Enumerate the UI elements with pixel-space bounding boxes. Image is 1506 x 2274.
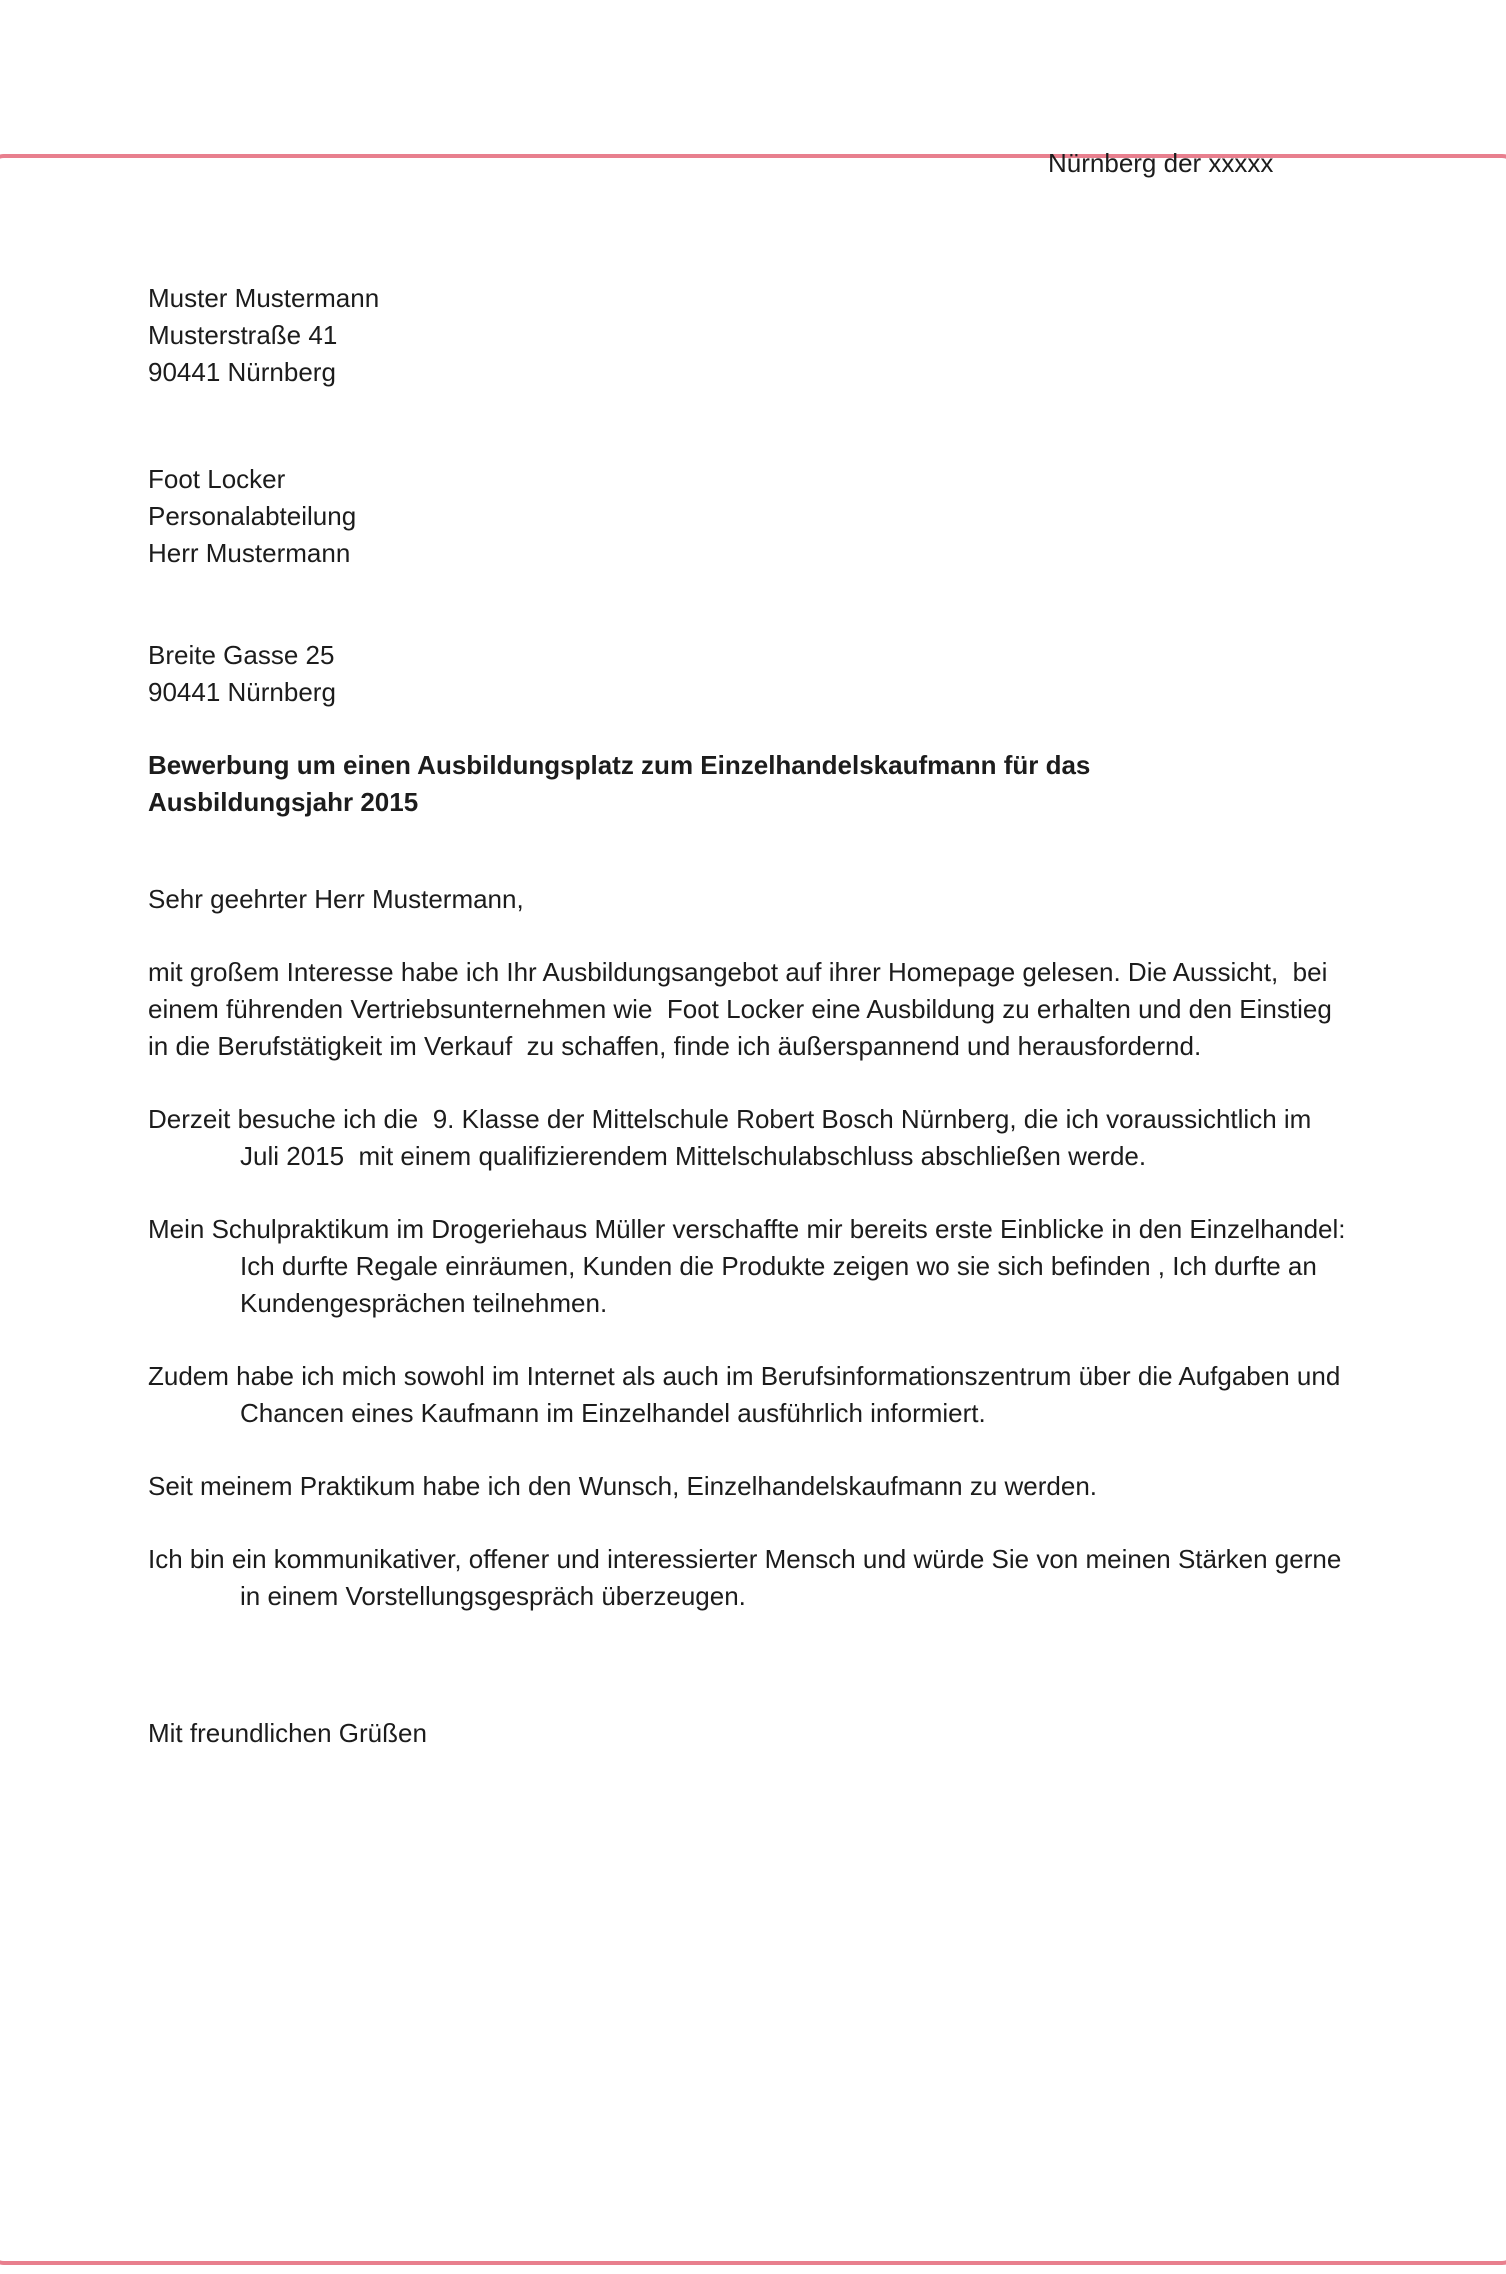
subject-line: Bewerbung um einen Ausbildungsplatz zum Einzelhandelskaufmann für das Ausbildungsjahr 2015	[148, 750, 1097, 817]
sender-name: Muster Mustermann	[148, 283, 380, 313]
salutation: Sehr geehrter Herr Mustermann,	[148, 884, 524, 914]
sender-street: Musterstraße 41	[148, 320, 338, 350]
recipient-department: Personalabteilung	[148, 501, 357, 531]
recipient-street: Breite Gasse 25	[148, 640, 335, 670]
letter-page	[0, 145, 1506, 1752]
body-paragraph: Zudem habe ich mich sowohl im Internet als auch im Berufsinformationszentrum über die Aufgaben und Chancen eines Kaufmann im Einzelhandel ausführlich informiert.	[148, 1361, 1348, 1428]
body-paragraph: Mein Schulpraktikum im Drogeriehaus Müller verschaffte mir bereits erste Einblicke in den Einzelhandel: Ich durfte Regale einräumen, Kunden die Produkte zeigen wo sie sich befinden , Ich durfte an Kundengesprächen teilnehmen.	[148, 1214, 1353, 1318]
closing-line: Mit freundlichen Grüßen	[148, 1718, 427, 1748]
recipient-address-block	[148, 637, 1350, 711]
body-paragraph: Derzeit besuche ich die 9. Klasse der Mittelschule Robert Bosch Nürnberg, die ich voraussichtlich im Juli 2015 mit einem qualifizierendem Mittelschulabschluss abschließen werde.	[148, 1104, 1319, 1171]
letter-body	[148, 954, 1353, 1615]
body-paragraph: Seit meinem Praktikum habe ich den Wunsch, Einzelhandelskaufmann zu werden.	[148, 1471, 1098, 1501]
sender-block	[148, 280, 1350, 391]
date-line: Nürnberg der xxxxx	[1048, 148, 1274, 178]
recipient-block	[148, 461, 1350, 572]
body-paragraph: mit großem Interesse habe ich Ihr Ausbildungsangebot auf ihrer Homepage gelesen. Die Aussicht, bei einem führenden Vertriebsunternehmen wie Foot Locker eine Ausbildung zu erhalten und den Einstieg in die Berufstätigkeit im Verkauf zu schaffen, finde ich äußerspannend und herausfordernd.	[148, 957, 1340, 1061]
sender-city: 90441 Nürnberg	[148, 357, 336, 387]
recipient-city: 90441 Nürnberg	[148, 677, 336, 707]
body-paragraph: Ich bin ein kommunikativer, offener und interessierter Mensch und würde Sie von meinen Stärken gerne in einem Vorstellungsgespräch überzeugen.	[148, 1544, 1349, 1611]
recipient-contact: Herr Mustermann	[148, 538, 351, 568]
recipient-company: Foot Locker	[148, 464, 286, 494]
